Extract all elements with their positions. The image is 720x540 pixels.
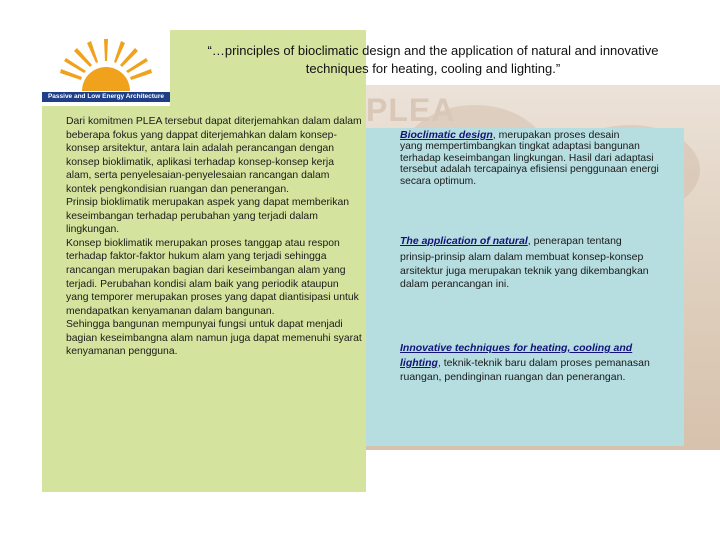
right-item-bioclimatic [400, 129, 675, 187]
keyword-bioclimatic-design: Bioclimatic design [400, 129, 493, 141]
left-paragraph: Sehingga bangunan mempunyai fungsi untuk dapat menjadi bagian keseimbangna alam namun juga dapat memenuhi syarat kenyamanan pengguna. [66, 319, 362, 358]
right-item-body [400, 341, 675, 385]
right-item-innovative [400, 341, 675, 385]
quote-line-1: “…principles of bioclimatic design and the application of natural and innovative [207, 43, 659, 58]
right-item-lead: , teknik-teknik baru dalam proses [437, 356, 592, 369]
left-text-body [66, 115, 362, 359]
left-paragraph: Konsep bioklimatik merupakan proses tanggap atau respon terhadap faktor-faktor hukum alam yang terjadi sehingga rancangan merupakan bagian dari keseimbangan alam yang terjadi. Perubahan kondisi alam baik yang periodik ataupun yang temporer merupakan proses yang dapat diantisipasi untuk mendapatkan kenyamanan dalam bangunan. [66, 237, 359, 317]
right-item-lead: , merupakan proses desain [492, 129, 620, 141]
logo-caption: Passive and Low Energy Architecture [42, 92, 170, 102]
sun-icon [52, 33, 160, 93]
plea-logo [42, 30, 170, 106]
quote-line-2: techniques for heating, cooling and lighting.” [305, 61, 561, 76]
page-quote [178, 42, 688, 78]
right-item-body: prinsip-prinsip alam dalam membuat konsep-konsep arsitektur juga merupakan teknik yang dikembangkan dalam perancangan ini. [400, 251, 649, 290]
keyword-application-of-natural: The application of natural [400, 235, 528, 247]
right-item-natural [400, 235, 675, 292]
plea-watermark: PLEA [366, 92, 456, 128]
right-item-body: yang mempertimbangkan tingkat adaptasi bangunan terhadap keseimbangan lingkungan. Hasil dari adaptasi tersebut adalah tercapainya efisiensi penggunaan energi secara optimum. [400, 141, 659, 187]
right-item-body-text: pemanasan ruangan, pendinginan ruangan dan penerangan. [400, 356, 650, 383]
left-paragraph: Dari komitmen PLEA tersebut dapat diterjemahkan dalam dalam beberapa fokus yang dappat diterjemahkan dalam konsep-konsep arsitektur, antara lain adalah perancangan dengan konsep bioklimatik, aplikasi terhadap konsep-konsep kerja alam, serta penyelesaian-penyelesaian rancangan dalam kontek pengkondisian ruangan dan penerangan. [66, 116, 362, 195]
left-paragraph: Prinsip bioklimatik merupakan aspek yang dapat memberikan keseimbangan terhadap perubahan yang terjadi dalam lingkungan. [66, 197, 349, 236]
right-item-lead: , penerapan tentang [527, 235, 622, 247]
right-item-heading [400, 129, 675, 141]
keyword-innovative-techniques: Innovative techniques for heating, cooling and lighting [400, 342, 633, 369]
right-item-heading [400, 235, 675, 247]
